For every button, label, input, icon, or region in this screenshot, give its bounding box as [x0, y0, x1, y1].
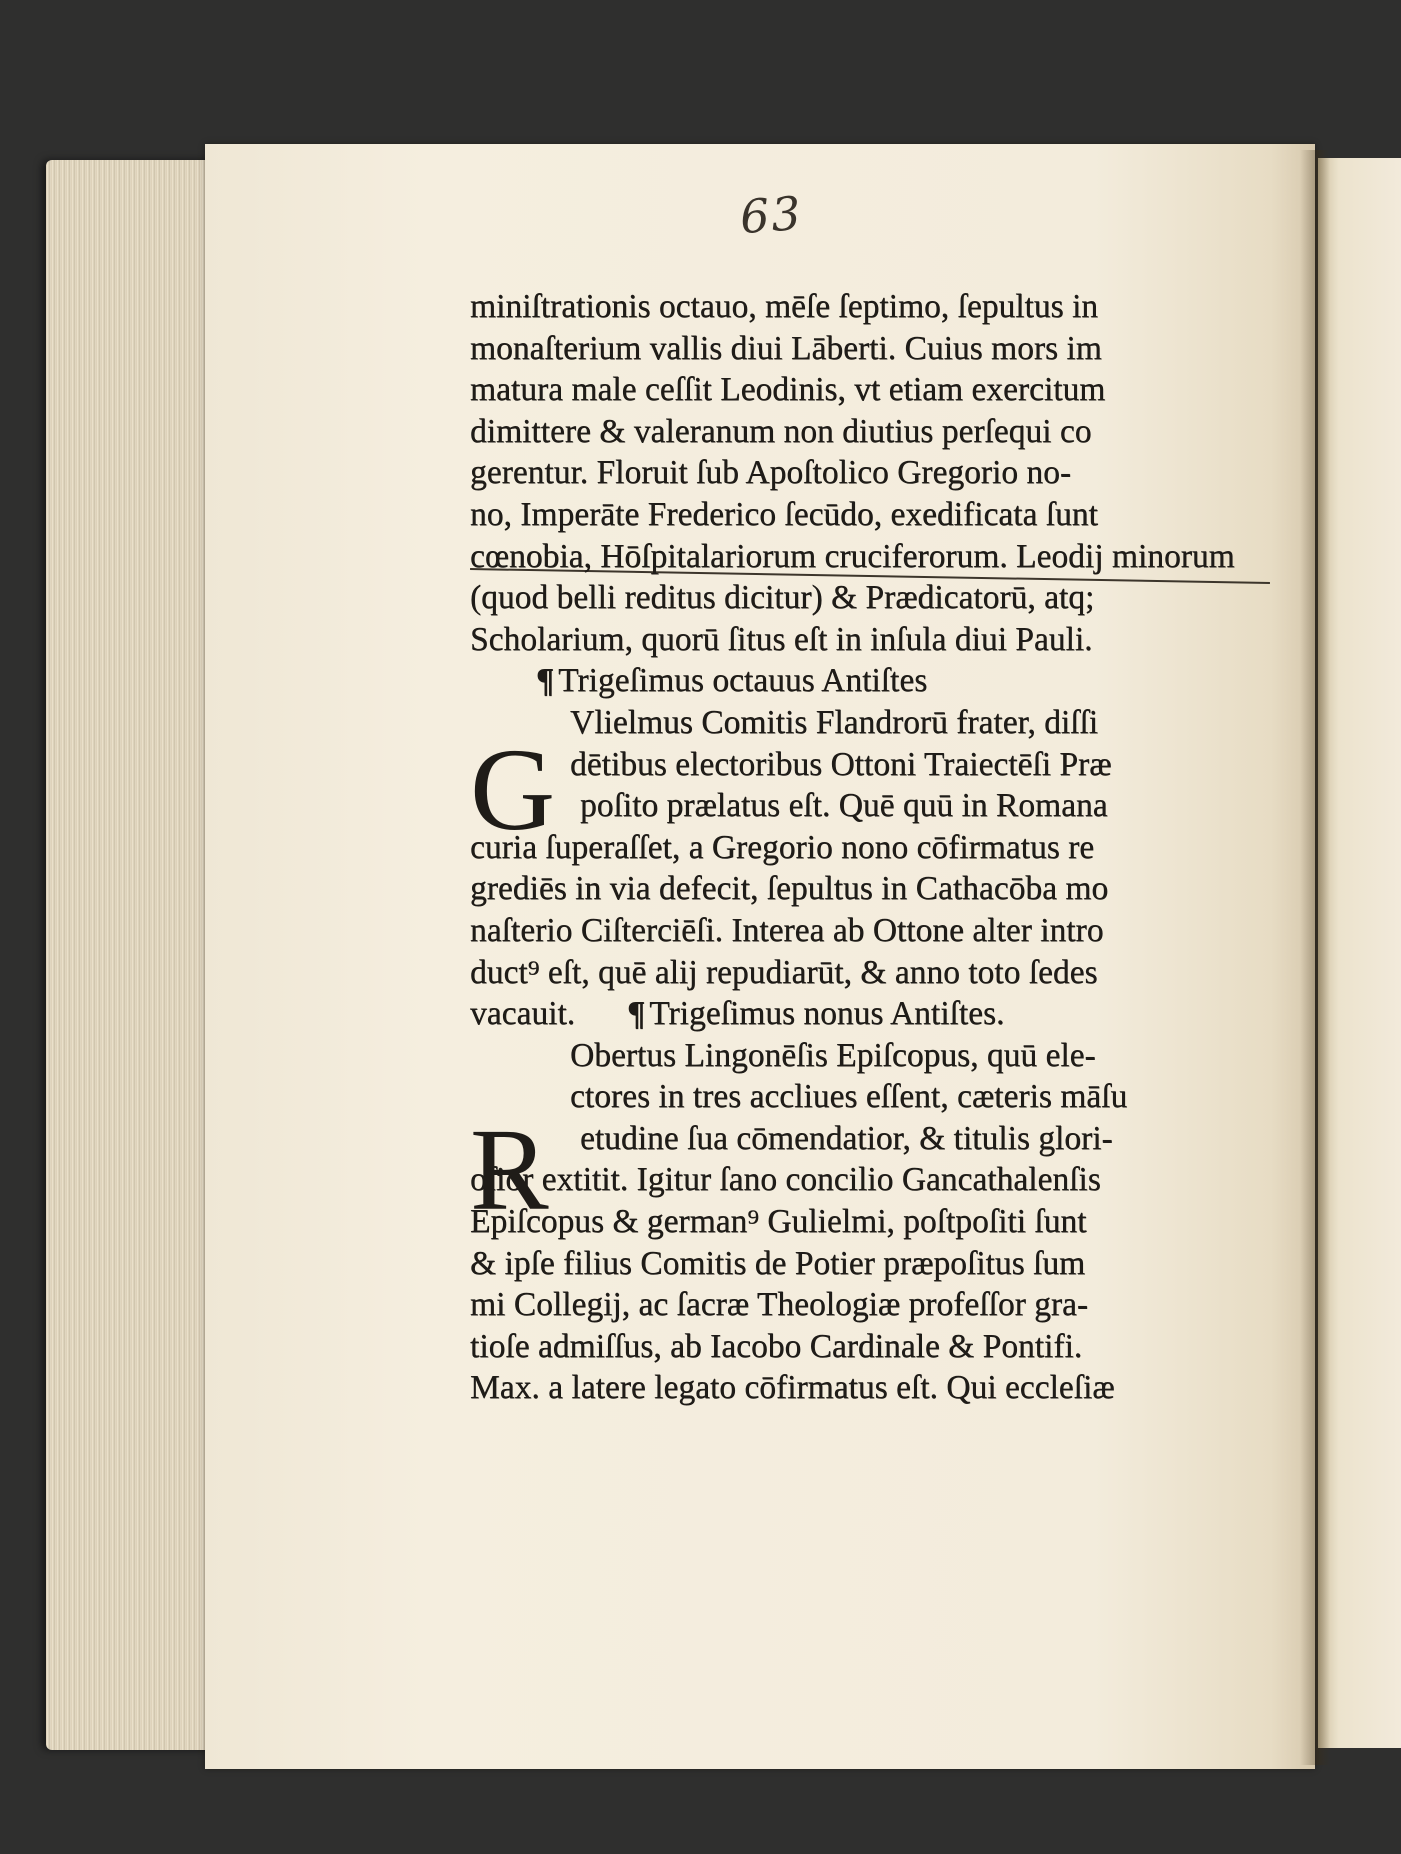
text-line: Max. a latere legato cōfirmatus eſt. Qui eccleſiæ: [470, 1369, 1115, 1407]
facing-page: [1318, 158, 1401, 1748]
text-line: etudine ſua cōmendatior, & titulis glori-: [580, 1119, 1113, 1157]
heading-text: Trigeſimus nonus Antiſtes.: [649, 995, 1005, 1033]
text-line: gerentur. Floruit ſub Apoſtolico Gregorio no-: [470, 454, 1072, 492]
text-line: oſior extitit. Igitur ſano concilio Gancathalenſis: [470, 1161, 1101, 1199]
text-line: matura male ceſſit Leodinis, vt etiam exercitum: [470, 371, 1106, 409]
text-line: cœnobia, Hōſpitalariorum cruciferorum. Leodij minorum: [470, 537, 1235, 575]
text-line: poſito prælatus eſt. Quē quū in Romana: [580, 787, 1108, 825]
text-line: (quod belli reditus dicitur) & Prædicatorū, atq;: [470, 579, 1095, 617]
text-line: [470, 993, 1270, 1035]
section-heading: [575, 995, 1004, 1032]
text-line: Epiſcopus & german⁹ Gulielmi, poſtpoſiti ſunt: [470, 1203, 1087, 1241]
text-line: Vlielmus Comitis Flandrorū frater, diſſi: [570, 703, 1099, 741]
handwritten-page-number: 63: [738, 185, 805, 245]
text-line: tioſe admiſſus, ab Iacobo Cardinale & Pontifi.: [470, 1327, 1083, 1365]
text-line: ctores in tres accliues eſſent, cæteris māſu: [570, 1078, 1128, 1116]
text-line: no, Imperāte Frederico ſecūdo, exedificata ſunt: [470, 495, 1098, 533]
text-line: miniſtrationis octauo, mēſe ſeptimo, ſepultus in: [470, 288, 1099, 325]
text-line: Scholarium, quorū ſitus eſt in inſula diui Pauli.: [470, 620, 1093, 658]
text-line: Obertus Lingonēſis Epiſcopus, quū ele-: [570, 1036, 1096, 1074]
text-line: dētibus electoribus Ottoni Traiectēſi Præ: [570, 745, 1112, 783]
text-line: & ipſe filius Comitis de Potier præpoſitus ſum: [470, 1244, 1086, 1282]
drop-capital-g: G: [470, 724, 556, 855]
pilcrow-icon: ¶: [627, 995, 646, 1033]
heading-text: Trigeſimus octauus Antiſtes: [558, 662, 928, 700]
text-line: mi Collegij, ac ſacræ Theologiæ profeſſor gra-: [470, 1286, 1089, 1324]
text-line: duct⁹ eſt, quē alij repudiarūt, & anno toto ſedes: [470, 953, 1098, 991]
text-line: curia ſuperaſſet, a Gregorio nono cōfirmatus re: [470, 828, 1095, 866]
text-line: naſterio Ciſterciēſi. Interea ab Ottone alter intro: [470, 911, 1104, 949]
text-line: monaſterium vallis diui Lāberti. Cuius mors im: [470, 329, 1102, 367]
text-line: grediēs in via defecit, ſepultus in Cathacōba mo: [470, 870, 1109, 908]
body-text: [470, 286, 1270, 1409]
section-heading: [470, 660, 1270, 702]
drop-capital-r: R: [470, 1104, 549, 1235]
book-gutter: [1300, 150, 1330, 1765]
text-line: dimittere & valeranum non diutius perſequi co: [470, 412, 1092, 450]
text-fragment: vacauit.: [470, 995, 576, 1033]
pilcrow-icon: ¶: [536, 662, 555, 700]
